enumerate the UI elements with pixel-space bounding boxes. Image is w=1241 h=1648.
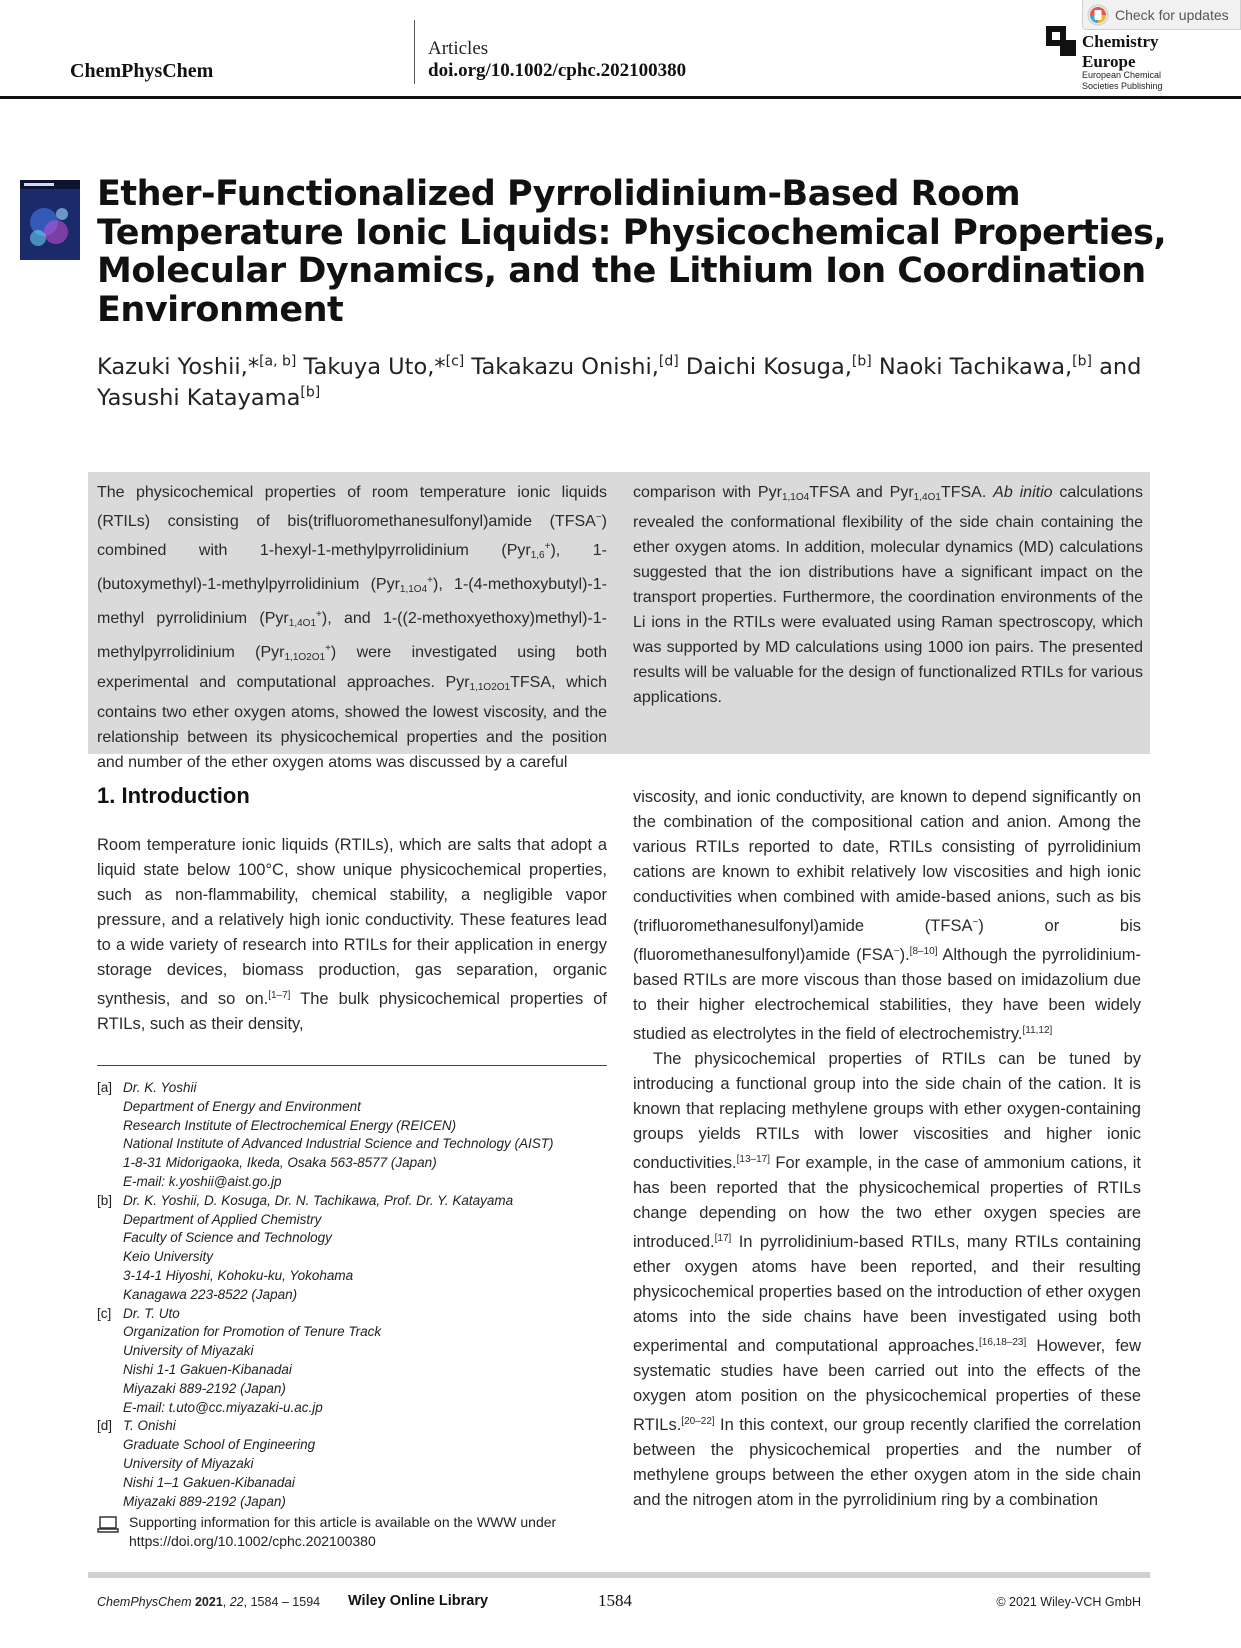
affiliation-footnote xyxy=(97,1079,607,1192)
footnote-line[interactable]: E-mail: t.uto@cc.miyazaki-u.ac.jp xyxy=(123,1399,323,1415)
affiliation-footnote xyxy=(97,1192,607,1305)
author xyxy=(879,354,1092,380)
publisher-logo-text xyxy=(1082,32,1158,72)
publisher-logo-line2: Europe xyxy=(1082,52,1136,71)
affiliation-mark: [b] xyxy=(1072,353,1092,370)
author xyxy=(97,354,296,380)
supporting-information-text[interactable]: Supporting information for this article is available on the WWW under https://doi.org/10.1002/cphc.202100380 xyxy=(129,1514,557,1549)
intro-left-column xyxy=(97,833,607,1037)
footnote-line: Dr. K. Yoshii xyxy=(123,1080,197,1095)
footnote-line: Miyazaki 889-2192 (Japan) xyxy=(123,1493,286,1509)
footnote-line: Keio University xyxy=(123,1249,214,1265)
chemistry-europe-mark-icon xyxy=(1046,22,1078,58)
intro-paragraph-2: The physicochemical properties of RTILs can be tuned by introducing a functional group into the side chain of the cation. It is known that replacing methylene groups with ether oxygen-containing groups yields RTILs with lower viscosities and higher ionic conductivities.[13–17] For example, in the case of ammonium cations, it has been reported that the physicochemical properties of RTILs change depending on how the two ether oxygen species are introduced.[17] In pyrrolidinium-based RTILs, many RTILs containing ether oxygen atoms have been reported, and their resulting physicochemical properties based on the introduction of ether oxygen atoms into the side chains have been investigated using both experimental and computational approaches.[16,18–23] However, few systematic studies have been carried out into the effects of the oxygen atom position on the physicochemical properties of these RTILs.[20–22] In this context, our group recently clarified the correlation between the physicochemical properties and the number of methylene groups between the ether oxygen atom in the side chain and the nitrogen atom in the pyrrolidinium ring by a combination xyxy=(633,1050,1141,1509)
section-heading-introduction: 1. Introduction xyxy=(97,783,250,808)
footnote-label: [c] xyxy=(97,1305,112,1321)
publisher-logo-line1: Chemistry xyxy=(1082,32,1159,51)
footnote-line: T. Onishi xyxy=(123,1418,176,1434)
corresponding-author-mark: * xyxy=(247,354,260,380)
affiliation-mark: [c] xyxy=(445,353,465,370)
journal-name: ChemPhysChem xyxy=(70,60,214,82)
crossmark-icon xyxy=(1087,4,1109,26)
footnote-label: [b] xyxy=(97,1192,113,1208)
author-name: Daichi Kosuga, xyxy=(685,354,852,380)
footer-citation-year: 2021 xyxy=(194,1595,223,1609)
abstract-box xyxy=(88,472,1150,771)
header-separator xyxy=(414,20,415,84)
footnote-line: Graduate School of Engineering xyxy=(123,1437,316,1453)
footnote-line: Nishi 1-1 Gakuen-Kibanadai xyxy=(123,1361,292,1377)
footer-citation-volume: 22 xyxy=(229,1595,244,1609)
affiliation-mark: [b] xyxy=(851,353,872,370)
check-for-updates-label: Check for updates xyxy=(1115,6,1229,23)
affiliation-mark: [a, b] xyxy=(259,353,297,370)
footnote-label: [a] xyxy=(97,1080,113,1095)
footnote-line: National Institute of Advanced Industrial Science and Technology (AIST) xyxy=(123,1136,554,1152)
wiley-online-library-link[interactable]: Wiley Online Library xyxy=(348,1593,489,1609)
footer-citation-journal: ChemPhysChem xyxy=(97,1595,192,1609)
footer-bar xyxy=(88,1572,1150,1578)
author xyxy=(471,354,678,380)
laptop-icon xyxy=(97,1515,119,1535)
footnote-label: [d] xyxy=(97,1418,113,1434)
page-number: 1584 xyxy=(598,1591,632,1610)
footnote-line: Dr. T. Uto xyxy=(123,1305,180,1321)
header-rule xyxy=(0,96,1241,99)
check-for-updates-button[interactable] xyxy=(1082,0,1241,30)
intro-paragraph-1: Room temperature ionic liquids (RTILs), which are salts that adopt a liquid state below 100°C, show unique physicochemical properties, such as non-flammability, chemical stability, a negligible vapor pressure, and a relatively high ionic conductivity. These features lead to a wide variety of research into RTILs for their application in energy storage devices, biomass production, gas separation, organic synthesis, and so on.[1–7] The bulk physicochemical properties of RTILs, such as their density, xyxy=(97,836,607,1033)
footnote-line: Department of Energy and Environment xyxy=(123,1098,361,1114)
footnote-line: University of Miyazaki xyxy=(123,1343,254,1359)
affiliation-mark: [b] xyxy=(300,384,321,401)
author-name: Naoki Tachikawa, xyxy=(878,354,1073,380)
footnote-line: 3-14-1 Hiyoshi, Kohoku-ku, Yokohama xyxy=(123,1267,354,1283)
author xyxy=(304,354,465,380)
author-name: Takuya Uto, xyxy=(303,354,435,380)
footer-citation: ChemPhysChem 2021, 22, 1584 – 1594 xyxy=(97,1595,321,1609)
footer-citation-pages: 1584 – 1594 xyxy=(250,1595,321,1609)
footnote-line: Faculty of Science and Technology xyxy=(123,1230,332,1246)
intro-right-column xyxy=(633,785,1141,1513)
doi-link[interactable]: doi.org/10.1002/cphc.202100380 xyxy=(428,60,687,81)
footnote-line: Nishi 1–1 Gakuen-Kibanadai xyxy=(123,1474,295,1490)
footnote-line[interactable]: E-mail: k.yoshii@aist.go.jp xyxy=(123,1173,282,1189)
author-name: Kazuki Yoshii, xyxy=(97,354,248,380)
abstract-right-column: comparison with Pyr1,1O4TFSA and Pyr1,4O1TFSA. Ab initio calculations revealed the conformational flexibility of the side chain containing the ether oxygen atoms. In addition, molecular dynamics (MD) calculations suggested that the ion distributions have a significant impact on the transport properties. Furthermore, the coordination environments of the Li ions in the RTILs were evaluated using Raman spectroscopy, which was supported by MD calculations using 1000 ion pairs. The presented results will be valuable for the design of functionalized RTILs for various applications. xyxy=(633,484,1144,706)
footnote-line: 1-8-31 Midorigaoka, Ikeda, Osaka 563-8577 (Japan) xyxy=(123,1155,437,1171)
intro-paragraph-1-continued: viscosity, and ionic conductivity, are known to depend significantly on the combination of the compositional cation and anion. Among the various RTILs reported to date, RTILs consisting of pyrrolidinium cations are known to exhibit relatively low viscosities and high ionic conductivities when combined with amide-based anions, such as bis (trifluoromethanesulfonyl)amide (TFSA−) or bis (fluoromethanesulfonyl)amide (FSA−).[8–10] Although the pyrrolidinium-based RTILs are more viscous than those based on imidazolium due to their higher electrochemical stabilities, they have been widely studied as electrolytes in the field of electrochemistry.[11,12] xyxy=(633,788,1142,1043)
author xyxy=(686,354,872,380)
affiliation-footnote xyxy=(97,1305,607,1418)
publisher-subtitle-line1: European Chemical xyxy=(1082,70,1162,80)
journal-cover-thumbnail xyxy=(20,180,80,260)
abstract-left-column: The physicochemical properties of room temperature ionic liquids (RTILs) consisting of bis(trifluoromethanesulfonyl)amide (TFSA−) combined with 1-hexyl-1-methylpyrrolidinium (Pyr1,6+), 1-(butoxymethyl)-1-methylpyrrolidinium (Pyr1,1O4+), 1-(4-methoxybutyl)-1-methyl pyrrolidinium (Pyr1,4O1+), and 1-((2-methoxyethoxy)methyl)-1-methylpyrrolidinium (Pyr1,1O2O1+) were investigated using both experimental and computational approaches. Pyr1,1O2O1TFSA, which contains two ether oxygen atoms, showed the lowest viscosity, and the relationship between its physicochemical properties and the position and number of the ether oxygen atoms was discussed by a careful xyxy=(97,484,608,771)
copyright: © 2021 Wiley-VCH GmbH xyxy=(996,1595,1141,1609)
author-name: and Yasushi Katayama xyxy=(97,354,1142,411)
article-title: Ether-Functionalized Pyrrolidinium-Based Room Temperature Ionic Liquids: Physicochemical Properties, Molecular Dynamics, and the Lithium Ion Coordination Environment xyxy=(97,174,1167,330)
footnote-rule xyxy=(97,1065,607,1066)
author-name: Takakazu Onishi, xyxy=(471,354,659,380)
footnote-line: University of Miyazaki xyxy=(123,1455,254,1471)
footnote-line: Miyazaki 889-2192 (Japan) xyxy=(123,1380,286,1396)
publisher-subtitle xyxy=(1082,70,1163,92)
footnote-line: Research Institute of Electrochemical Energy (REICEN) xyxy=(123,1117,457,1133)
affiliation-footnote xyxy=(97,1417,607,1511)
affiliation-mark: [d] xyxy=(658,353,679,370)
section-label: Articles xyxy=(428,38,489,59)
footnote-line: Dr. K. Yoshii, D. Kosuga, Dr. N. Tachikawa, Prof. Dr. Y. Katayama xyxy=(123,1192,514,1208)
footnote-line: Kanagawa 223-8522 (Japan) xyxy=(123,1286,298,1302)
corresponding-author-mark: * xyxy=(434,354,446,380)
affiliation-footnotes xyxy=(97,1079,607,1511)
publisher-subtitle-line2: Societies Publishing xyxy=(1082,81,1163,91)
footnote-line: Department of Applied Chemistry xyxy=(123,1211,322,1227)
footnote-line: Organization for Promotion of Tenure Track xyxy=(123,1324,382,1340)
author-list xyxy=(97,352,1217,414)
supporting-information-note xyxy=(97,1513,607,1551)
